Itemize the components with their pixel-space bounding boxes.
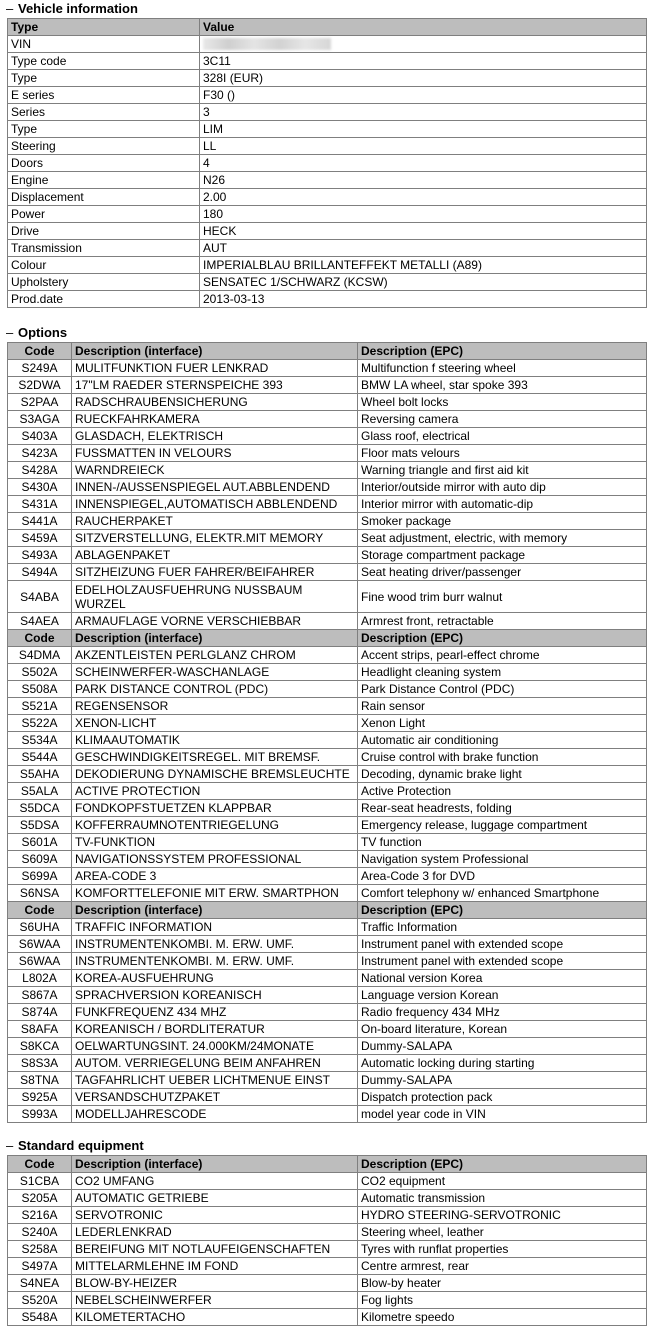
table-row [8,411,647,428]
cell-description-epc: Park Distance Control (PDC) [358,681,647,698]
table-row [8,1207,647,1224]
cell-description-epc: model year code in VIN [358,1106,647,1123]
cell-code: S493A [8,547,72,564]
cell-value: 3C11 [200,53,647,70]
cell-code: S8TNA [8,1072,72,1089]
cell-description-interface: AUTOM. VERRIEGELUNG BEIM ANFAHREN [72,1055,358,1072]
cell-description-interface: AREA-CODE 3 [72,868,358,885]
cell-description-epc: Floor mats velours [358,445,647,462]
table-row [8,291,647,308]
cell-type: Type [8,121,200,138]
cell-code: S609A [8,851,72,868]
table-row [8,1021,647,1038]
cell-description-interface: SITZVERSTELLUNG, ELEKTR.MIT MEMORY [72,530,358,547]
table-row [8,647,647,664]
cell-value: 2013-03-13 [200,291,647,308]
cell-description-interface: WARNDREIECK [72,462,358,479]
cell-code: S459A [8,530,72,547]
cell-code: S548A [8,1309,72,1326]
cell-value: 180 [200,206,647,223]
cell-description-interface: NEBELSCHEINWERFER [72,1292,358,1309]
cell-description-epc: Rain sensor [358,698,647,715]
table-row [8,1292,647,1309]
cell-code: S544A [8,749,72,766]
cell-description-epc: Automatic locking during starting [358,1055,647,1072]
cell-description-epc: TV function [358,834,647,851]
cell-description-interface: XENON-LICHT [72,715,358,732]
cell-description-epc: Dummy-SALAPA [358,1038,647,1055]
section-title-options: Options [18,325,68,340]
table-row [8,783,647,800]
collapse-icon[interactable]: – [6,1138,14,1153]
cell-description-interface: KOREANISCH / BORDLITERATUR [72,1021,358,1038]
cell-description-epc: Centre armrest, rear [358,1258,647,1275]
cell-description-interface: ABLAGENPAKET [72,547,358,564]
table-row [8,1055,647,1072]
table-row [8,36,647,53]
cell-value: 4 [200,155,647,172]
table-row [8,681,647,698]
cell-description-interface: DEKODIERUNG DYNAMISCHE BREMSLEUCHTE [72,766,358,783]
cell-description-epc: Traffic Information [358,919,647,936]
cell-type: Series [8,104,200,121]
cell-description-interface: KLIMAAUTOMATIK [72,732,358,749]
cell-code: S5ALA [8,783,72,800]
cell-code: S520A [8,1292,72,1309]
cell-description-interface: BLOW-BY-HEIZER [72,1275,358,1292]
table-row [8,732,647,749]
cell-value: AUT [200,240,647,257]
cell-value: HECK [200,223,647,240]
cell-description-interface: ARMAUFLAGE VORNE VERSCHIEBBAR [72,613,358,630]
cell-description-epc: Fog lights [358,1292,647,1309]
cell-description-interface: FUNKFREQUENZ 434 MHZ [72,1004,358,1021]
cell-code: S430A [8,479,72,496]
cell-code: S925A [8,1089,72,1106]
cell-description-epc: Reversing camera [358,411,647,428]
cell-description-epc: Smoker package [358,513,647,530]
cell-description-interface: INNENSPIEGEL,AUTOMATISCH ABBLENDEND [72,496,358,513]
cell-description-interface: PARK DISTANCE CONTROL (PDC) [72,681,358,698]
cell-code: S431A [8,496,72,513]
options-table [7,342,647,1123]
table-row [8,513,647,530]
table-row [8,1224,647,1241]
cell-code: S508A [8,681,72,698]
cell-code: S867A [8,987,72,1004]
vehicle-information-table [7,18,647,308]
table-row [8,547,647,564]
cell-description-epc: Xenon Light [358,715,647,732]
table-row [8,564,647,581]
cell-description-interface: VERSANDSCHUTZPAKET [72,1089,358,1106]
cell-description-interface: RADSCHRAUBENSICHERUNG [72,394,358,411]
table-row [8,987,647,1004]
cell-description-interface: LEDERLENKRAD [72,1224,358,1241]
cell-code: S497A [8,1258,72,1275]
table-row [8,970,647,987]
table-row [8,1190,647,1207]
column-header-interface: Description (interface) [72,902,358,919]
cell-code: S5DCA [8,800,72,817]
cell-code: S205A [8,1190,72,1207]
cell-type: Doors [8,155,200,172]
table-row [8,749,647,766]
table-header-row [8,1156,647,1173]
cell-description-epc: Comfort telephony w/ enhanced Smartphone [358,885,647,902]
cell-code: S216A [8,1207,72,1224]
cell-value: LL [200,138,647,155]
cell-value: 2.00 [200,189,647,206]
cell-code: S3AGA [8,411,72,428]
cell-description-epc: Active Protection [358,783,647,800]
cell-code: S8KCA [8,1038,72,1055]
table-row [8,104,647,121]
cell-code: S441A [8,513,72,530]
cell-description-interface: RAUCHERPAKET [72,513,358,530]
cell-type: Steering [8,138,200,155]
cell-code: S993A [8,1106,72,1123]
cell-description-epc: Radio frequency 434 MHz [358,1004,647,1021]
table-row [8,1106,647,1123]
table-row [8,885,647,902]
table-row [8,70,647,87]
cell-description-interface: INSTRUMENTENKOMBI. M. ERW. UMF. [72,936,358,953]
section-options[interactable] [0,324,652,342]
cell-description-interface: CO2 UMFANG [72,1173,358,1190]
cell-type: Prod.date [8,291,200,308]
cell-description-epc: Area-Code 3 for DVD [358,868,647,885]
cell-description-interface: RUECKFAHRKAMERA [72,411,358,428]
table-row [8,138,647,155]
table-header-row [8,19,647,36]
cell-value: IMPERIALBLAU BRILLANTEFFEKT METALLI (A89) [200,257,647,274]
cell-code: S2PAA [8,394,72,411]
table-row [8,936,647,953]
cell-code: S534A [8,732,72,749]
table-row [8,613,647,630]
table-row [8,223,647,240]
table-row [8,155,647,172]
cell-description-epc: Rear-seat headrests, folding [358,800,647,817]
table-row [8,1258,647,1275]
cell-description-epc: Blow-by heater [358,1275,647,1292]
cell-description-interface: INNEN-/AUSSENSPIEGEL AUT.ABBLENDEND [72,479,358,496]
cell-description-interface: SCHEINWERFER-WASCHANLAGE [72,664,358,681]
cell-code: S4DMA [8,647,72,664]
cell-description-epc: Automatic air conditioning [358,732,647,749]
cell-description-epc: Interior mirror with automatic-dip [358,496,647,513]
table-row [8,868,647,885]
cell-description-epc: Accent strips, pearl-effect chrome [358,647,647,664]
cell-type: Displacement [8,189,200,206]
cell-type: VIN [8,36,200,53]
cell-description-epc: Steering wheel, leather [358,1224,647,1241]
cell-description-interface: TAGFAHRLICHT UEBER LICHTMENUE EINST [72,1072,358,1089]
cell-description-epc: Emergency release, luggage compartment [358,817,647,834]
cell-code: S240A [8,1224,72,1241]
cell-description-epc: National version Korea [358,970,647,987]
vin-redacted-blur [203,38,331,50]
cell-code: S521A [8,698,72,715]
cell-description-epc: Cruise control with brake function [358,749,647,766]
cell-description-epc: Kilometre speedo [358,1309,647,1326]
cell-description-epc: Dummy-SALAPA [358,1072,647,1089]
cell-description-interface: SERVOTRONIC [72,1207,358,1224]
cell-type: Transmission [8,240,200,257]
cell-description-interface: SITZHEIZUNG FUER FAHRER/BEIFAHRER [72,564,358,581]
cell-code: S4ABA [8,581,72,613]
cell-value: SENSATEC 1/SCHWARZ (KCSW) [200,274,647,291]
column-header-epc: Description (EPC) [358,630,647,647]
table-row [8,172,647,189]
cell-type: Colour [8,257,200,274]
cell-code: S5AHA [8,766,72,783]
table-row [8,581,647,613]
table-row [8,496,647,513]
cell-type: E series [8,87,200,104]
cell-description-interface: TRAFFIC INFORMATION [72,919,358,936]
table-row [8,1038,647,1055]
cell-code: S874A [8,1004,72,1021]
cell-description-epc: Warning triangle and first aid kit [358,462,647,479]
cell-description-epc: Dispatch protection pack [358,1089,647,1106]
section-title-standard: Standard equipment [18,1138,144,1153]
cell-value: 3 [200,104,647,121]
table-row [8,428,647,445]
cell-description-epc: Language version Korean [358,987,647,1004]
cell-description-interface: REGENSENSOR [72,698,358,715]
cell-description-interface: OELWARTUNGSINT. 24.000KM/24MONATE [72,1038,358,1055]
table-row [8,189,647,206]
table-row [8,834,647,851]
cell-code: S8AFA [8,1021,72,1038]
table-row [8,1072,647,1089]
table-row [8,445,647,462]
cell-type: Drive [8,223,200,240]
cell-code: S6NSA [8,885,72,902]
cell-description-epc: HYDRO STEERING-SERVOTRONIC [358,1207,647,1224]
table-row [8,360,647,377]
cell-description-interface: EDELHOLZAUSFUEHRUNG NUSSBAUM WURZEL [72,581,358,613]
column-header-epc: Description (EPC) [358,1156,647,1173]
cell-description-epc: Decoding, dynamic brake light [358,766,647,783]
table-row [8,1004,647,1021]
cell-code: S5DSA [8,817,72,834]
cell-description-interface: KOMFORTTELEFONIE MIT ERW. SMARTPHON [72,885,358,902]
cell-description-interface: NAVIGATIONSSYSTEM PROFESSIONAL [72,851,358,868]
cell-description-interface: KOFFERRAUMNOTENTRIEGELUNG [72,817,358,834]
table-row [8,206,647,223]
cell-value: LIM [200,121,647,138]
cell-code: L802A [8,970,72,987]
cell-code: S1CBA [8,1173,72,1190]
cell-description-epc: Automatic transmission [358,1190,647,1207]
column-header-interface: Description (interface) [72,1156,358,1173]
cell-description-epc: Instrument panel with extended scope [358,953,647,970]
cell-code: S502A [8,664,72,681]
cell-code: S4NEA [8,1275,72,1292]
cell-value: F30 () [200,87,647,104]
table-header-row [8,630,647,647]
cell-code: S494A [8,564,72,581]
column-header-value: Value [200,19,647,36]
cell-description-interface: MITTELARMLEHNE IM FOND [72,1258,358,1275]
cell-description-epc: Instrument panel with extended scope [358,936,647,953]
collapse-icon[interactable]: – [6,1,14,16]
table-row [8,479,647,496]
table-row [8,953,647,970]
cell-description-epc: Seat adjustment, electric, with memory [358,530,647,547]
cell-code: S428A [8,462,72,479]
table-row [8,274,647,291]
cell-description-epc: Interior/outside mirror with auto dip [358,479,647,496]
table-row [8,698,647,715]
cell-code: S522A [8,715,72,732]
cell-description-epc: Storage compartment package [358,547,647,564]
cell-code: S6UHA [8,919,72,936]
cell-description-epc: On-board literature, Korean [358,1021,647,1038]
cell-code: S699A [8,868,72,885]
table-row [8,240,647,257]
cell-description-interface: KOREA-AUSFUEHRUNG [72,970,358,987]
cell-description-epc: Tyres with runflat properties [358,1241,647,1258]
cell-description-interface: MODELLJAHRESCODE [72,1106,358,1123]
cell-type: Upholstery [8,274,200,291]
cell-description-interface: AUTOMATIC GETRIEBE [72,1190,358,1207]
section-title-vehicle: Vehicle information [18,1,138,16]
cell-description-epc: Armrest front, retractable [358,613,647,630]
table-row [8,530,647,547]
section-vehicle-information[interactable] [0,0,652,18]
cell-description-interface: ACTIVE PROTECTION [72,783,358,800]
table-row [8,53,647,70]
table-row [8,1173,647,1190]
table-row [8,1241,647,1258]
column-header-interface: Description (interface) [72,343,358,360]
cell-description-interface: INSTRUMENTENKOMBI. M. ERW. UMF. [72,953,358,970]
column-header-type: Type [8,19,200,36]
cell-description-interface: BEREIFUNG MIT NOTLAUFEIGENSCHAFTEN [72,1241,358,1258]
cell-description-epc: BMW LA wheel, star spoke 393 [358,377,647,394]
cell-value: 328I (EUR) [200,70,647,87]
table-row [8,800,647,817]
table-row [8,715,647,732]
cell-description-interface: AKZENTLEISTEN PERLGLANZ CHROM [72,647,358,664]
table-header-row [8,343,647,360]
table-row [8,87,647,104]
table-row [8,664,647,681]
cell-type: Power [8,206,200,223]
cell-description-interface: 17"LM RAEDER STERNSPEICHE 393 [72,377,358,394]
cell-code: S258A [8,1241,72,1258]
table-row [8,394,647,411]
cell-description-epc: Navigation system Professional [358,851,647,868]
table-row [8,817,647,834]
cell-description-interface: GLASDACH, ELEKTRISCH [72,428,358,445]
cell-description-epc: Seat heating driver/passenger [358,564,647,581]
cell-description-interface: TV-FUNKTION [72,834,358,851]
cell-description-interface: FUSSMATTEN IN VELOURS [72,445,358,462]
table-row [8,766,647,783]
table-row [8,257,647,274]
table-row [8,851,647,868]
column-header-epc: Description (EPC) [358,902,647,919]
cell-description-interface: SPRACHVERSION KOREANISCH [72,987,358,1004]
column-header-code: Code [8,630,72,647]
collapse-icon[interactable]: – [6,325,14,340]
cell-code: S4AEA [8,613,72,630]
cell-value [200,36,647,53]
table-row [8,919,647,936]
cell-description-epc: Headlight cleaning system [358,664,647,681]
cell-description-epc: Multifunction f steering wheel [358,360,647,377]
column-header-interface: Description (interface) [72,630,358,647]
standard-equipment-table [7,1155,647,1326]
cell-code: S423A [8,445,72,462]
table-row [8,462,647,479]
cell-code: S6WAA [8,936,72,953]
cell-code: S2DWA [8,377,72,394]
cell-code: S601A [8,834,72,851]
cell-description-interface: GESCHWINDIGKEITSREGEL. MIT BREMSF. [72,749,358,766]
cell-description-interface: MULITFUNKTION FUER LENKRAD [72,360,358,377]
cell-code: S6WAA [8,953,72,970]
table-row [8,121,647,138]
table-row [8,377,647,394]
cell-description-interface: KILOMETERTACHO [72,1309,358,1326]
cell-type: Type [8,70,200,87]
cell-description-epc: Fine wood trim burr walnut [358,581,647,613]
column-header-code: Code [8,343,72,360]
cell-description-epc: CO2 equipment [358,1173,647,1190]
cell-type: Type code [8,53,200,70]
section-standard-equipment[interactable] [0,1137,652,1155]
cell-description-interface: FONDKOPFSTUETZEN KLAPPBAR [72,800,358,817]
cell-description-epc: Glass roof, electrical [358,428,647,445]
cell-description-epc: Wheel bolt locks [358,394,647,411]
column-header-code: Code [8,902,72,919]
cell-code: S403A [8,428,72,445]
cell-value: N26 [200,172,647,189]
column-header-code: Code [8,1156,72,1173]
cell-type: Engine [8,172,200,189]
cell-code: S8S3A [8,1055,72,1072]
column-header-epc: Description (EPC) [358,343,647,360]
cell-code: S249A [8,360,72,377]
table-row [8,1275,647,1292]
table-row [8,1309,647,1326]
table-header-row [8,902,647,919]
table-row [8,1089,647,1106]
